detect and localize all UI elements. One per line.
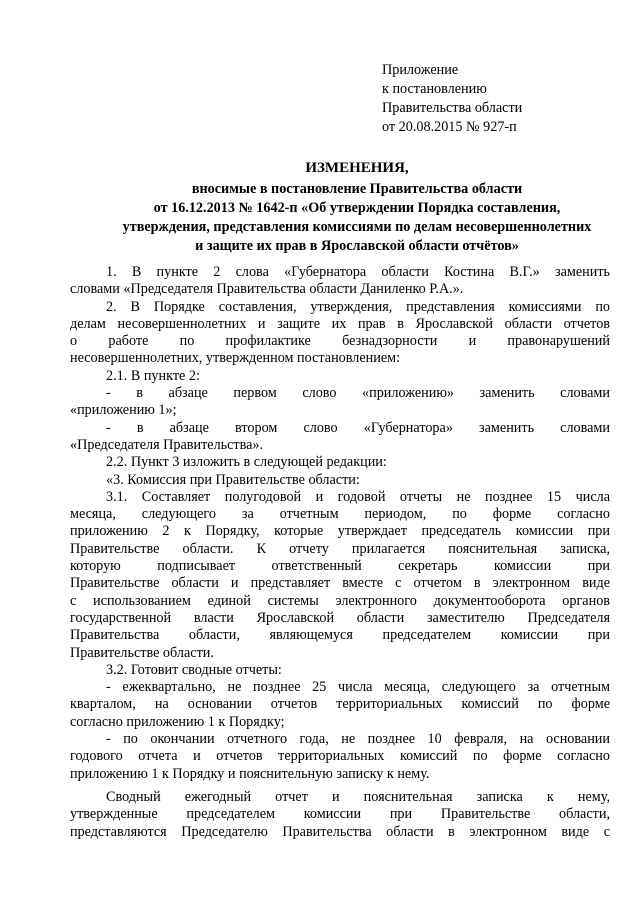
header-line: Правительства области <box>382 100 523 116</box>
body-line: Правительстве области. <box>70 644 214 661</box>
body-line: - в абзаце втором слово «Губернатора» заменить словами <box>106 419 610 436</box>
body-line: «3. Комиссия при Правительстве области: <box>106 471 360 488</box>
title-line: утверждения, представления комиссиями по делам несовершеннолетних <box>122 219 592 235</box>
body-line: Сводный ежегодный отчет и пояснительная записка к нему, <box>106 788 610 805</box>
body-line: Правительства области, являющемуся председателем комиссии при <box>70 627 610 644</box>
body-line: несовершеннолетних, утвержденном постановлением: <box>70 350 401 367</box>
body-line: которую подписывает ответственный секретарь комиссии при <box>70 558 610 575</box>
body-line: утвержденные председателем комиссии при Правительстве области, <box>70 806 610 823</box>
body-line: 2.1. В пункте 2: <box>106 367 200 384</box>
body-line: годового отчета и отчетов территориальных комиссий по форме согласно <box>70 748 610 765</box>
header-line: к постановлению <box>382 81 487 97</box>
body-line: о работе по профилактике безнадзорности и правонарушений <box>70 333 610 350</box>
body-line: 2. В Порядке составления, утверждения, представления комиссиями по <box>106 298 610 315</box>
body-line: делам несовершеннолетних и защите их прав в Ярославской области отчетов <box>70 315 610 332</box>
body-line: - в абзаце первом слово «приложению» заменить словами <box>106 385 610 402</box>
body-line: представляются Председателю Правительства области в электронном виде с <box>70 823 610 840</box>
body-line: «приложению 1»; <box>70 402 177 419</box>
body-line: согласно приложению 1 к Порядку; <box>70 713 285 730</box>
title-line: от 16.12.2013 № 1642-п «Об утверждении Порядка составления, <box>153 200 561 216</box>
body-line: государственной власти Ярославской области заместителю Председателя <box>70 609 610 626</box>
title-line: вносимые в постановление Правительства области <box>191 181 523 197</box>
body-line: 3.1. Составляет полугодовой и годовой отчеты не позднее 15 числа <box>106 488 610 505</box>
header-line: от 20.08.2015 № 927-п <box>382 119 517 135</box>
body-line: Правительстве области и представляет вместе с отчетом в электронном виде <box>70 575 610 592</box>
header-line: Приложение <box>382 62 459 78</box>
body-line: «Председателя Правительства». <box>70 436 264 453</box>
document-title <box>92 159 622 256</box>
body-line: приложению 1 к Порядку и пояснительную записку к нему. <box>70 765 430 782</box>
appendix-header <box>382 61 622 137</box>
body-line: с использованием единой системы электронного документооборота органов <box>70 592 610 609</box>
body-line: 1. В пункте 2 слова «Губернатора области Костина В.Г.» заменить <box>106 264 610 280</box>
body-line: - по окончании отчетного года, не позднее 10 февраля, на основании <box>106 731 610 748</box>
document-body <box>70 264 610 841</box>
body-line: словами «Председателя Правительства области Даниленко Р.А.». <box>70 281 464 298</box>
body-line: 2.2. Пункт 3 изложить в следующей редакции: <box>106 454 387 471</box>
body-line: приложению 2 к Порядку, которые утверждает председатель комиссии при <box>70 523 610 540</box>
title-main: ИЗМЕНЕНИЯ, <box>305 160 409 176</box>
body-line: Правительстве области. К отчету прилагается пояснительная записка, <box>70 540 610 557</box>
body-line: месяца, следующего за отчетным периодом, по форме согласно <box>70 506 610 523</box>
body-line: - ежеквартально, не позднее 25 числа месяца, следующего за отчетным <box>106 679 610 696</box>
body-line: 3.2. Готовит сводные отчеты: <box>106 661 282 678</box>
body-line: кварталом, на основании отчетов территориальных комиссий по форме <box>70 696 610 713</box>
title-line: и защите их прав в Ярославской области отчётов» <box>195 238 519 254</box>
